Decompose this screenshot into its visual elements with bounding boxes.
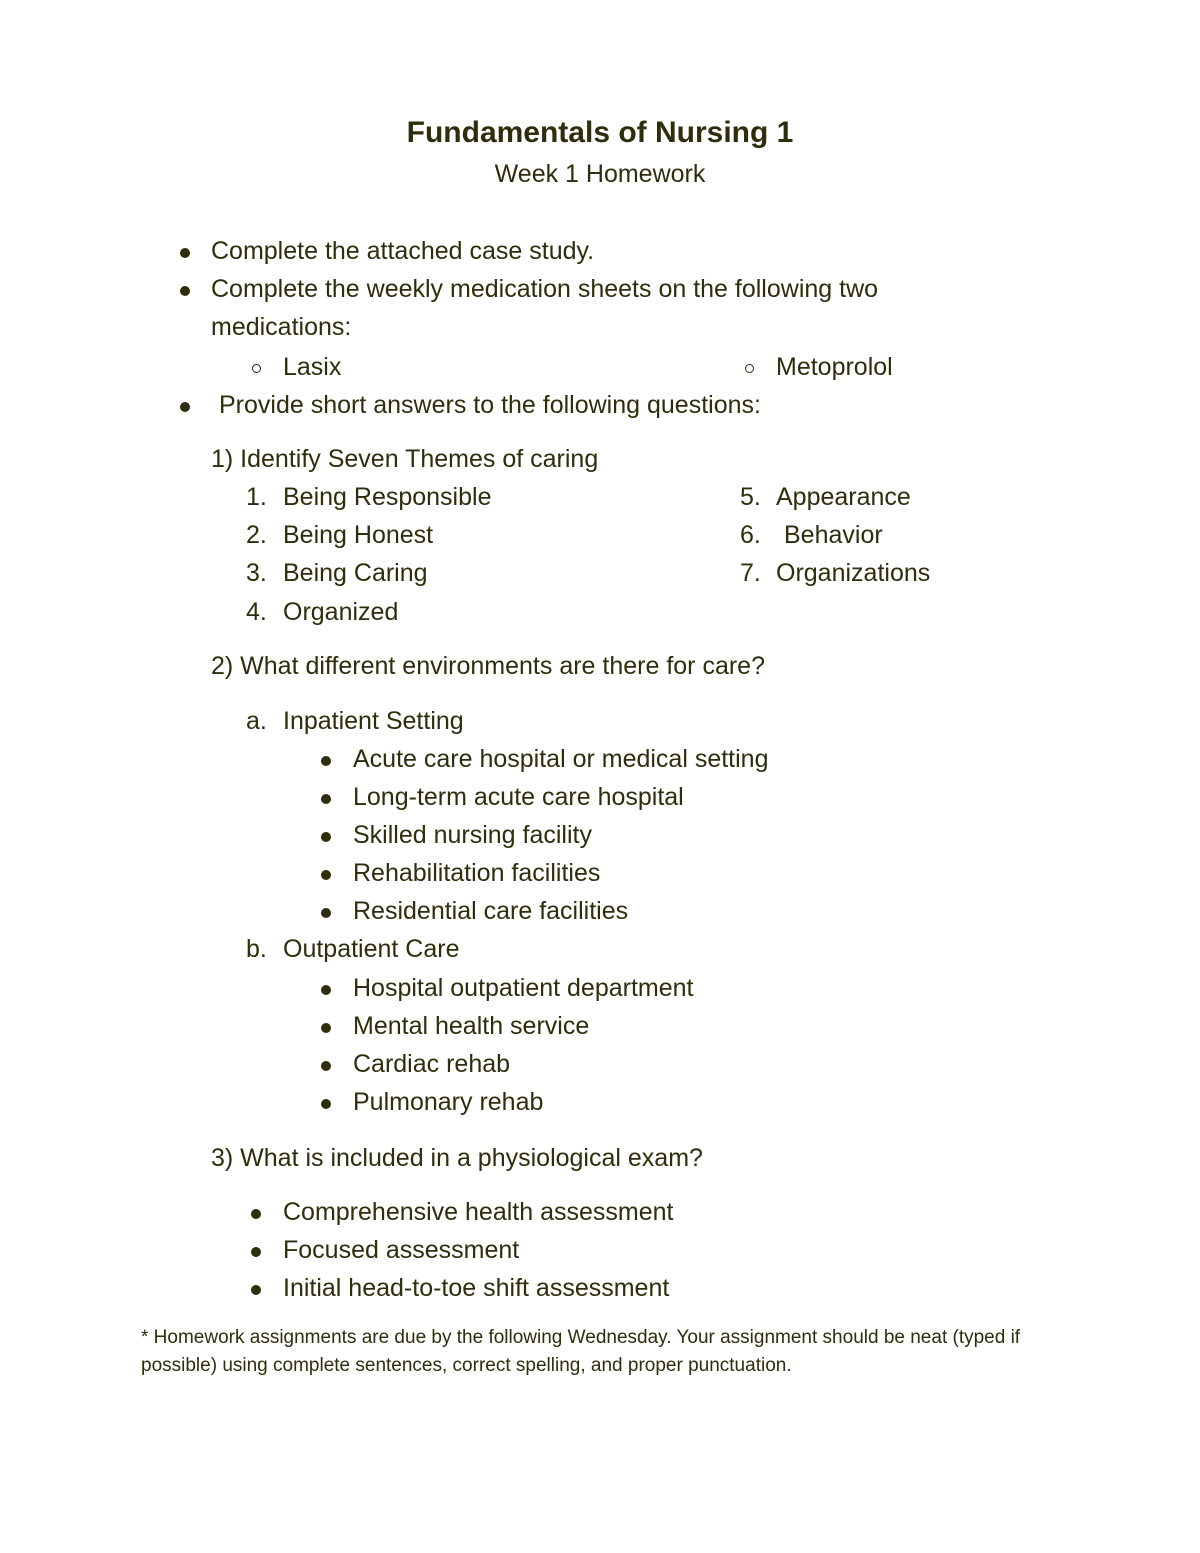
theme-number: 3. — [246, 559, 267, 587]
question-2-prompt: 2) What different environments are there for care? — [211, 652, 765, 680]
list-label: b. — [246, 935, 267, 963]
list-label: a. — [246, 707, 267, 735]
page-subtitle: Week 1 Homework — [494, 160, 706, 188]
list-item: Skilled nursing facility — [353, 821, 592, 849]
bullet-icon — [180, 402, 190, 412]
list-item: Long-term acute care hospital — [353, 783, 684, 811]
theme-number: 6. — [740, 521, 761, 549]
task-item-medication-sheets-cont: medications: — [211, 313, 352, 341]
medication-metoprolol: Metoprolol — [776, 353, 893, 381]
list-item: Mental health service — [353, 1012, 590, 1040]
bullet-icon — [321, 908, 331, 918]
theme-item: Appearance — [776, 483, 911, 511]
bullet-icon — [321, 756, 331, 766]
theme-number: 4. — [246, 598, 267, 626]
bullet-icon — [321, 794, 331, 804]
theme-item: Organizations — [776, 559, 931, 587]
theme-item: Being Caring — [283, 559, 428, 587]
theme-number: 2. — [246, 521, 267, 549]
bullet-icon — [251, 1209, 261, 1219]
theme-number: 1. — [246, 483, 267, 511]
list-item: Rehabilitation facilities — [353, 859, 601, 887]
bullet-icon — [321, 1099, 331, 1109]
page-title: Fundamentals of Nursing 1 — [406, 116, 794, 149]
task-item-medication-sheets: Complete the weekly medication sheets on the following two — [211, 275, 879, 303]
task-item-case-study: Complete the attached case study. — [211, 237, 595, 265]
outpatient-heading: Outpatient Care — [283, 935, 460, 963]
theme-item: Being Responsible — [283, 483, 492, 511]
task-item-short-answers: Provide short answers to the following questions: — [219, 391, 761, 419]
list-item: Comprehensive health assessment — [283, 1198, 674, 1226]
bullet-icon — [321, 870, 331, 880]
list-item: Cardiac rehab — [353, 1050, 511, 1078]
question-3-prompt: 3) What is included in a physiological exam? — [211, 1144, 703, 1172]
medication-lasix: Lasix — [283, 353, 342, 381]
bullet-icon — [321, 832, 331, 842]
hollow-bullet-icon — [745, 364, 754, 373]
list-item: Initial head-to-toe shift assessment — [283, 1274, 670, 1302]
bullet-icon — [251, 1247, 261, 1257]
list-item: Residential care facilities — [353, 897, 629, 925]
list-item: Focused assessment — [283, 1236, 520, 1264]
bullet-icon — [321, 985, 331, 995]
bullet-icon — [180, 248, 190, 258]
bullet-icon — [251, 1285, 261, 1295]
hollow-bullet-icon — [252, 364, 261, 373]
question-1-prompt: 1) Identify Seven Themes of caring — [211, 445, 599, 473]
bullet-icon — [321, 1061, 331, 1071]
inpatient-heading: Inpatient Setting — [283, 707, 464, 735]
theme-number: 5. — [740, 483, 761, 511]
theme-item: Behavior — [784, 521, 883, 549]
list-item: Acute care hospital or medical setting — [353, 745, 769, 773]
theme-item: Organized — [283, 598, 399, 626]
theme-number: 7. — [740, 559, 761, 587]
theme-item: Being Honest — [283, 521, 434, 549]
list-item: Hospital outpatient department — [353, 974, 694, 1002]
footer-note: * Homework assignments are due by the following Wednesday. Your assignment should be neat (typed if possible) using complete sentences, correct spelling, and proper punctuation. — [141, 1327, 1021, 1376]
bullet-icon — [321, 1023, 331, 1033]
bullet-icon — [180, 286, 190, 296]
list-item: Pulmonary rehab — [353, 1088, 544, 1116]
